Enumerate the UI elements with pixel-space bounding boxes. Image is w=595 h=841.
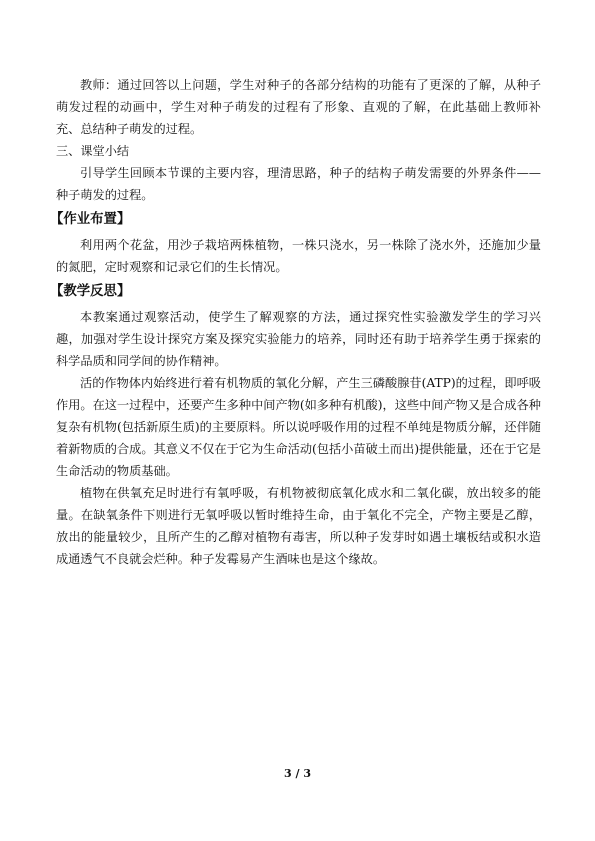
reflection-paragraph-2: 活的作物体内始终进行着有机物质的氧化分解，产生三磷酸腺苷(ATP)的过程，即呼吸作用。在这一过程中，还要产生多种中间产物(如多种有机酸)，这些中间产物又是合成各种复杂有机物(包括新原生质)的主要原料。所以说呼吸作用的过程不单纯是物质分解，还伴随着新物质的合成。其意义不仅在于它为生命活动(包括小苗破土而出)提供能量，还在于它是生命活动的物质基础。 [56,376,541,478]
page-number: 3 / 3 [284,767,311,780]
document-body [50,74,541,570]
teacher-summary-paragraph: 教师：通过回答以上问题，学生对种子的各部分结构的功能有了更深的了解，从种子萌发过程的动画中，学生对种子萌发的过程有了形象、直观的了解，在此基础上教师补充、总结种子萌发的过程。 [56,78,541,136]
reflection-paragraph-3: 植物在供氧充足时进行有氧呼吸，有机物被彻底氧化成水和二氧化碳，放出较多的能量。在缺氧条件下则进行无氧呼吸以暂时维持生命，由于氧化不完全，产物主要是乙醇，放出的能量较少，且所产生的乙醇对植物有毒害，所以种子发芽时如遇土壤板结或积水造成通透气不良就会烂种。种子发霉易产生酒味也是这个缘故。 [56,486,541,566]
homework-heading: 【作业布置】 [50,212,131,227]
class-summary-paragraph: 引导学生回顾本节课的主要内容，理清思路，种子的结构子萌发需要的外界条件——种子萌发的过程。 [56,166,541,202]
homework-paragraph: 利用两个花盆，用沙子栽培两株植物，一株只浇水，另一株除了浇水外，还施加少量的氮肥，定时观察和记录它们的生长情况。 [56,238,541,274]
reflection-paragraph-1: 本教案通过观察活动，使学生了解观察的方法，通过探究性实验激发学生的学习兴趣，加强对学生设计探究方案及探究实验能力的培养，同时还有助于培养学生勇于探索的科学品质和同学间的协作精神。 [56,310,541,368]
section-three-heading: 三、课堂小结 [56,144,130,158]
reflection-heading: 【教学反思】 [50,284,131,299]
